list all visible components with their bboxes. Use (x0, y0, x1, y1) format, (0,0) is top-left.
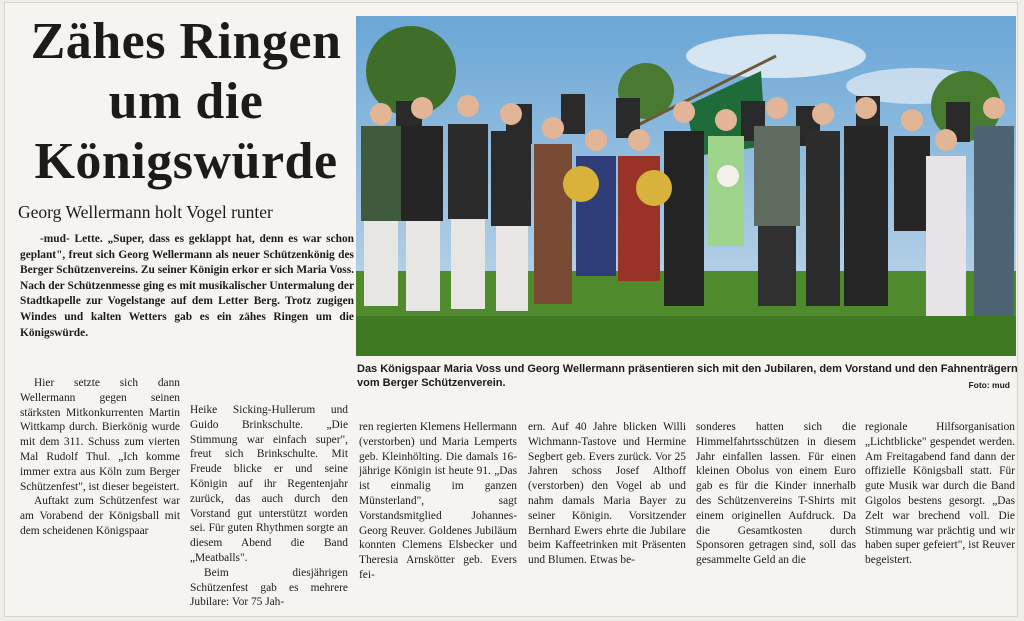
body-column-3 (359, 420, 517, 608)
paragraph: sonderes hatten sich die Himmelfahrtsschützen in diesem Jahr einfallen lassen. Für einen kleinen Obolus von einem Euro gab es für die Kinder innerhalb des Schützenvereins T-Shirts mit einem originellen Aufdruck. Da die Gesamtkosten durch Sponsoren getragen sind, soll das gesammelte Geld an die (696, 421, 856, 567)
body-column-5 (696, 420, 856, 608)
newspaper-clipping (4, 2, 1018, 617)
body-column-4 (528, 420, 686, 608)
paragraph: Hier setzte sich dann Wellermann gegen seinen stärksten Mitkonkurrenten Martin Wittkamp durch. Bierkönig wurde mit dem 311. Schuss zum vierten Mal Rudolf Thul. „Ich komme immer extra aus Köln zum Berger Schützenfest", ist dieser begeistert. (20, 377, 180, 493)
paragraph: Beim diesjährigen Schützenfest gab es mehrere Jubilare: Vor 75 Jah- (190, 566, 348, 608)
paragraph: ern. Auf 40 Jahre blicken Willi Wichmann-Tastove und Hermine Segbert geb. Evers zurück. Vor 25 Jahren schoss Josef Althoff (verstorben) den Vogel ab und nahm damals Maria Bayer zu seiner Königin. Vorsitzender Bernhard Ewers ehrte die Jubilare beim Kaffeetrinken mit Präsenten und Blumen. Etwas be- (528, 421, 686, 567)
photo-caption: Das Königspaar Maria Voss und Georg Wellermann präsentieren sich mit den Jubilaren, dem Vorstand und den Fahnenträgern vom Berger Schützenverein. (357, 363, 1018, 389)
headline (18, 12, 354, 192)
paragraph: ren regierten Klemens Hellermann (verstorben) und Maria Lemperts geb. Kleinhölting. Die damals 16-jährige Königin ist heute 91. „Das ist einmalig im ganzen Münsterland", sagt Vorstandsmitglied Johannes-Georg Reuver. Goldenes Jubiläum konnten Clemens Elsbecker und Theresia Arnskötter geb. Evers fei- (359, 421, 517, 581)
headline-line-2: um die (108, 73, 264, 130)
headline-line-1: Zähes Ringen (30, 13, 342, 70)
group-photo-illustration (356, 16, 1016, 356)
subheadline: Georg Wellermann holt Vogel runter (18, 202, 273, 222)
paragraph: regionale Hilfsorganisation „Lichtblicke" gespendet werden. Am Freitagabend fand dann der offizielle Königsball statt. Für gute Musik war durch die Band Gigolos bestens gesorgt. „Das Zelt war brechend voll. Die Stimmung war prächtig und wir haben super gefeiert", ist Reuver begeistert. (865, 421, 1015, 567)
body-column-1 (20, 376, 180, 608)
body-column-6 (865, 420, 1015, 608)
paragraph: Auftakt zum Schützenfest war am Vorabend der Königsball mit dem scheidenen Königspaar (20, 495, 180, 537)
lead-paragraph: -mud- Lette. „Super, dass es geklappt hat, denn es war schon geplant", freut sich Georg Wellermann als neuer Schützenkönig des Berger Schützenvereins. Zu seiner Königin erkor er sich Maria Voss. Nach der Schützenmesse ging es mit musikalischer Untermalung der Stadtkapelle zur Vogelstange auf dem Letter Berg. Trotz zugigen Windes und kalten Wetters gab es ein zähes Ringen um die Königswürde. (20, 233, 354, 339)
group-photo (356, 16, 1016, 356)
paragraph: Heike Sicking-Hullerum und Guido Brinkschulte. „Die Stimmung war einfach super", freut sich Brinkschulte. Mit Freude blicke er und seine Königin auf ihr Regentenjahr zurück, das auch durch den Vorstand gut unterstützt worden sei. Für guten Rhythmen sorgte an diesem Abend die Band „Meatballs". (190, 404, 348, 564)
headline-line-3: Königswürde (34, 133, 338, 190)
body-column-2 (190, 403, 348, 608)
photo-credit: Foto: mud (968, 380, 1010, 390)
